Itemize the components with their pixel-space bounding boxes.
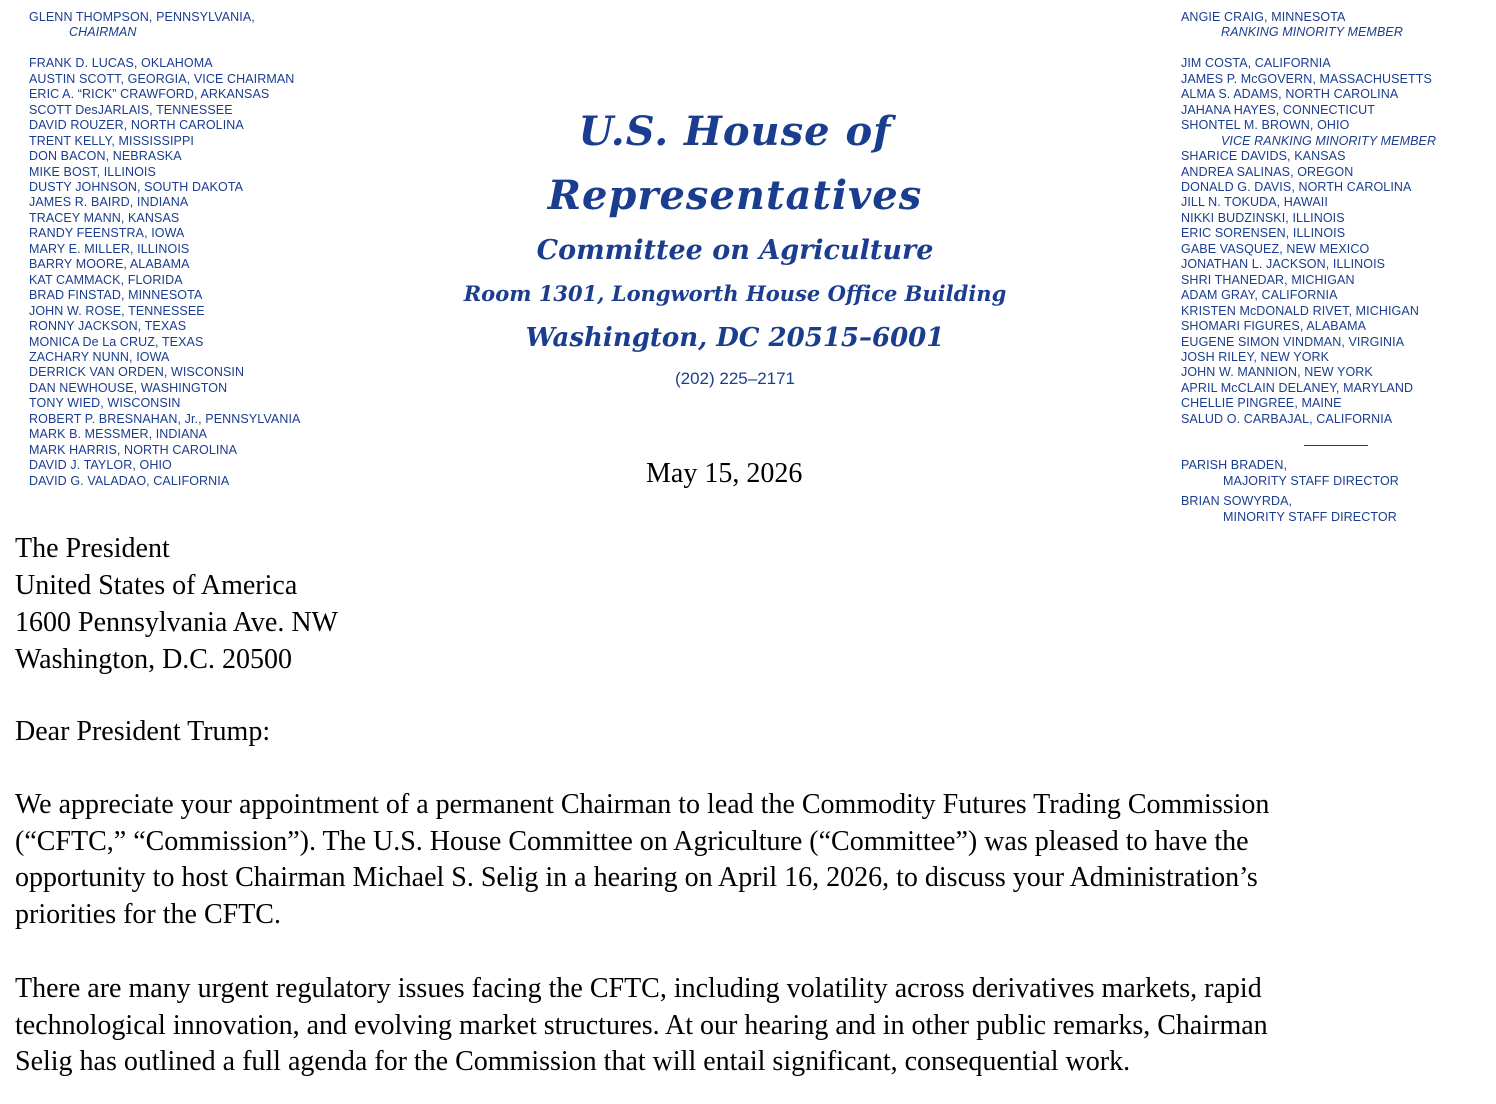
member-entry: SHARICE DAVIDS, KANSAS <box>1181 149 1346 164</box>
list-spacer <box>29 41 300 56</box>
member-entry: RANDY FEENSTRA, IOWA <box>29 226 185 241</box>
member-entry: JIM COSTA, CALIFORNIA <box>1181 56 1331 71</box>
letterhead <box>435 100 1035 394</box>
member-entry: FRANK D. LUCAS, OKLAHOMA <box>29 56 213 71</box>
member-entry: DAVID G. VALADAO, CALIFORNIA <box>29 473 230 488</box>
member-entry: JOHN W. ROSE, TENNESSEE <box>29 303 205 318</box>
letterhead-title: U.S. House of Representatives <box>547 108 923 219</box>
member-entry: CHELLIE PINGREE, MAINE <box>1181 396 1342 411</box>
body-paragraph-1: We appreciate your appointment of a permanent Chairman to lead the Commodity Futures Trading Commission (“CFTC,” “Commission”). The U.S. House Committee on Agriculture (“Committee”) was pleased to have the opportunity to host Chairman Michael S. Selig in a hearing on April 16, 2026, to discuss your Administration’s priorities for the CFTC. <box>15 789 1270 930</box>
member-entry: JAMES R. BAIRD, INDIANA <box>29 195 189 210</box>
member-entry: SALUD O. CARBAJAL, CALIFORNIA <box>1181 411 1393 426</box>
letter-date: May 15, 2026 <box>646 458 803 489</box>
member-entry: GABE VASQUEZ, NEW MEXICO <box>1181 241 1370 256</box>
member-entry: SCOTT DesJARLAIS, TENNESSEE <box>29 102 233 117</box>
member-entry: NIKKI BUDZINSKI, ILLINOIS <box>1181 210 1345 225</box>
letterhead-room: Room 1301, Longworth House Office Building <box>463 281 1007 306</box>
member-entry: TRACEY MANN, KANSAS <box>29 210 180 225</box>
minority-staff-director-name: BRIAN SOWYRDA, <box>1181 494 1293 508</box>
member-entry: EUGENE SIMON VINDMAN, VIRGINIA <box>1181 334 1405 349</box>
chairman-name: GLENN THOMPSON, PENNSYLVANIA, <box>29 10 255 24</box>
member-entry: MONICA De La CRUZ, TEXAS <box>29 334 204 349</box>
body-paragraph-2: There are many urgent regulatory issues facing the CFTC, including volatility across derivatives markets, rapid technological innovation, and evolving market structures. At our hearing and in other public remarks, Chairman Selig has outlined a full agenda for the Commission that will entail significant, consequential work. <box>15 973 1268 1077</box>
staff-divider <box>1304 445 1368 446</box>
member-entry: SHOMARI FIGURES, ALABAMA <box>1181 319 1367 334</box>
member-entry: AUSTIN SCOTT, GEORGIA, VICE CHAIRMAN <box>29 71 295 86</box>
chairman-role: CHAIRMAN <box>69 25 137 40</box>
member-entry: ADAM GRAY, CALIFORNIA <box>1181 288 1338 303</box>
letterhead-committee: Committee on Agriculture <box>536 235 934 266</box>
recipient-address <box>15 530 338 678</box>
member-entry: TONY WIED, WISCONSIN <box>29 396 181 411</box>
member-entry: DUSTY JOHNSON, SOUTH DAKOTA <box>29 179 244 194</box>
member-entry: DAN NEWHOUSE, WASHINGTON <box>29 380 228 395</box>
member-entry: JAHANA HAYES, CONNECTICUT <box>1181 102 1375 117</box>
member-entry: JONATHAN L. JACKSON, ILLINOIS <box>1181 257 1386 272</box>
letterhead-phone: (202) 225–2171 <box>674 369 796 388</box>
member-entry: RONNY JACKSON, TEXAS <box>29 319 187 334</box>
member-entry: BARRY MOORE, ALABAMA <box>29 257 190 272</box>
list-spacer <box>1181 41 1436 56</box>
member-entry: KAT CAMMACK, FLORIDA <box>29 272 183 287</box>
member-entry: JAMES P. McGOVERN, MASSACHUSETTS <box>1181 71 1432 86</box>
vice-ranking-member-role: VICE RANKING MINORITY MEMBER <box>1221 133 1437 148</box>
majority-staff-director-name: PARISH BRADEN, <box>1181 458 1288 472</box>
member-entry: ALMA S. ADAMS, NORTH CAROLINA <box>1181 87 1399 102</box>
minority-staff-director-role: MINORITY STAFF DIRECTOR <box>1223 509 1397 524</box>
majority-members-list <box>29 10 300 489</box>
minority-members-list <box>1181 10 1436 427</box>
ranking-member-role: RANKING MINORITY MEMBER <box>1221 25 1403 40</box>
member-entry: DON BACON, NEBRASKA <box>29 149 182 164</box>
member-entry: MARY E. MILLER, ILLINOIS <box>29 241 190 256</box>
member-entry: ERIC SORENSEN, ILLINOIS <box>1181 226 1346 241</box>
member-entry: JOHN W. MANNION, NEW YORK <box>1181 365 1373 380</box>
letterhead-city: Washington, DC 20515–6001 <box>525 323 945 353</box>
member-entry: MARK B. MESSMER, INDIANA <box>29 427 208 442</box>
member-entry: TRENT KELLY, MISSISSIPPI <box>29 133 194 148</box>
member-entry: MIKE BOST, ILLINOIS <box>29 164 156 179</box>
member-entry: SHRI THANEDAR, MICHIGAN <box>1181 272 1355 287</box>
member-entry: JOSH RILEY, NEW YORK <box>1181 349 1330 364</box>
member-entry: APRIL McCLAIN DELANEY, MARYLAND <box>1181 380 1414 395</box>
member-entry: DAVID J. TAYLOR, OHIO <box>29 458 172 473</box>
member-entry: DONALD G. DAVIS, NORTH CAROLINA <box>1181 179 1412 194</box>
majority-staff-director-role: MAJORITY STAFF DIRECTOR <box>1223 473 1399 488</box>
member-entry: ZACHARY NUNN, IOWA <box>29 349 170 364</box>
member-entry: SHONTEL M. BROWN, OHIO <box>1181 118 1350 133</box>
member-entry: ERIC A. “RICK” CRAWFORD, ARKANSAS <box>29 87 270 102</box>
salutation: Dear President Trump: <box>15 716 271 747</box>
address-line: United States of America <box>15 570 298 601</box>
member-entry: ANDREA SALINAS, OREGON <box>1181 164 1354 179</box>
ranking-member-name: ANGIE CRAIG, MINNESOTA <box>1181 10 1346 24</box>
member-entry: DERRICK VAN ORDEN, WISCONSIN <box>29 365 245 380</box>
member-entry: JILL N. TOKUDA, HAWAII <box>1181 195 1328 210</box>
address-line: The President <box>15 533 170 564</box>
member-entry: MARK HARRIS, NORTH CAROLINA <box>29 442 238 457</box>
member-entry: KRISTEN McDONALD RIVET, MICHIGAN <box>1181 303 1419 318</box>
address-line: Washington, D.C. 20500 <box>15 644 292 675</box>
staff-directors-list <box>1181 458 1399 525</box>
member-entry: DAVID ROUZER, NORTH CAROLINA <box>29 118 244 133</box>
address-line: 1600 Pennsylvania Ave. NW <box>15 607 338 638</box>
member-entry: ROBERT P. BRESNAHAN, Jr., PENNSYLVANIA <box>29 411 301 426</box>
member-entry: BRAD FINSTAD, MINNESOTA <box>29 288 203 303</box>
